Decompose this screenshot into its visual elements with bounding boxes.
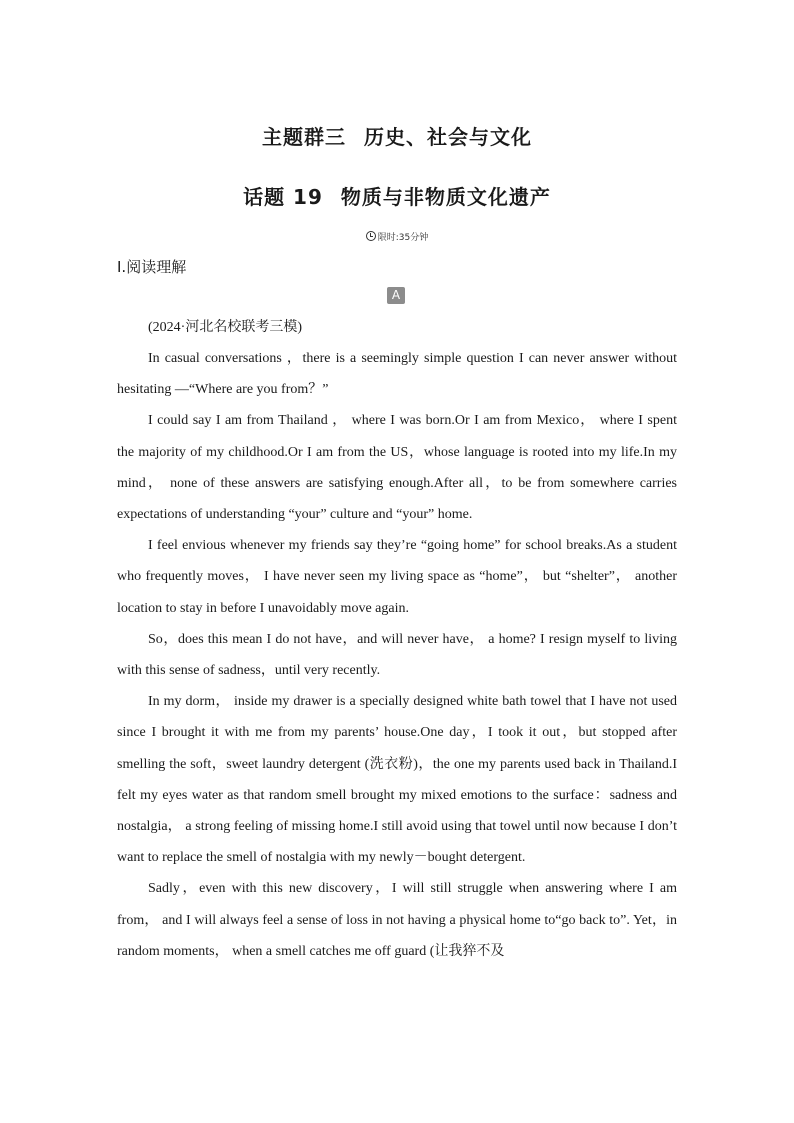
section-heading: Ⅰ.阅读理解 [117, 258, 187, 276]
time-limit [0, 230, 794, 243]
topic-name: 物质与非物质文化遗产 [340, 185, 551, 209]
paragraph: In my dorm， inside my drawer is a specially designed white bath towel that I have not used since I brought it with me from my parents’ house.One day，I took it out，but stopped after smelling the soft，sweet laundry detergent (洗衣粉)，the one my parents used back in Thailand.I felt my eyes water as that random smell brought my mixed emotions to the surface：sadness and nostalgia， a strong feeling of missing home.I still avoid using that towel until now because I don’t want to replace the smell of nostalgia with my newly－bought detergent. [117, 694, 677, 866]
source-line: (2024·河北名校联考三模) [148, 320, 302, 335]
paragraph: I could say I am from Thailand ， where I was born.Or I am from Mexico， where I spent the majority of my childhood.Or I am from the US，whose language is rooted into my life.In my mind， none of these answers are satisfying enough.After all，to be from somewhere carries expectations of understanding “your” culture and “your” home. [117, 413, 677, 523]
alarm-clock-icon [366, 231, 376, 241]
passage-source [117, 312, 677, 343]
theme-group-label: 主题群三 [262, 125, 346, 149]
time-limit-text: 限时:35分钟 [377, 233, 429, 243]
passage-body [117, 343, 677, 967]
paragraph: Sadly，even with this new discovery，I will still struggle when answering where I am from， and I will always feel a sense of loss in not having a physical home to“go back to”. Yet，in random moments， when a smell catches me off guard (让我猝不及 [117, 881, 677, 959]
passage-badge: A [387, 287, 405, 304]
paragraph: I feel envious whenever my friends say they’re “going home” for school breaks.As a student who frequently moves， I have never seen my living space as “home”， but “shelter”， another location to stay in before I unavoidably move again. [117, 538, 677, 616]
theme-group-title [0, 121, 794, 150]
topic-title [0, 181, 794, 210]
paragraph: So，does this mean I do not have，and will never have， a home? I resign myself to living with this sense of sadness，until very recently. [117, 631, 677, 679]
theme-group-name: 历史、社会与文化 [364, 125, 532, 149]
topic-label: 话题 19 [243, 185, 323, 209]
paragraph: In casual conversations ，there is a seemingly simple question I can never answer without hesitating —“Where are you from？” [117, 351, 677, 398]
